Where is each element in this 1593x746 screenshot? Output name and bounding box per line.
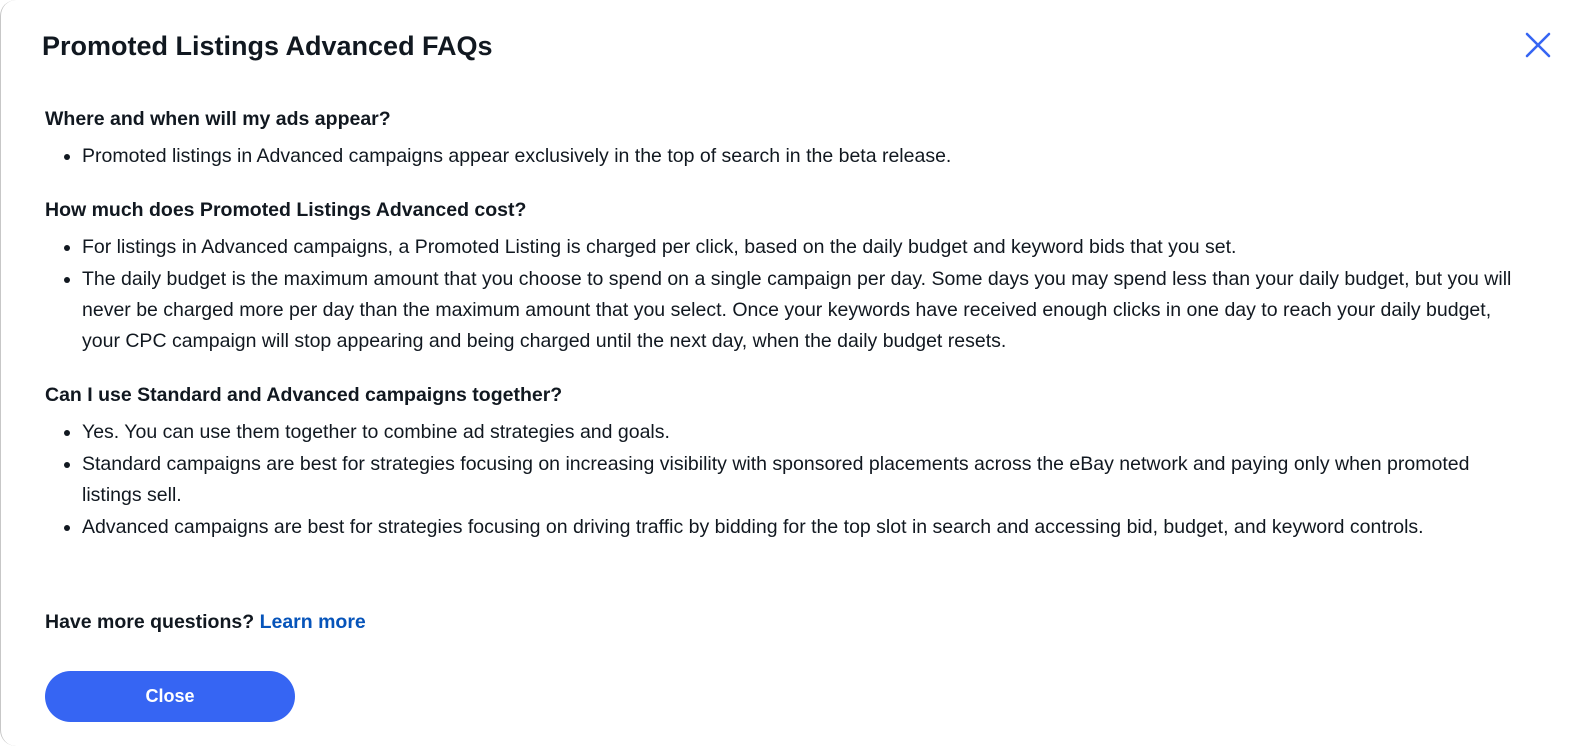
more-questions-label: Have more questions? [45, 611, 255, 633]
faq-answer-list [45, 417, 1525, 543]
close-button[interactable]: Close [45, 671, 295, 722]
faq-section [45, 380, 1525, 543]
faq-answer-list [45, 232, 1525, 357]
close-icon [1523, 30, 1553, 60]
faq-answer: The daily budget is the maximum amount that you choose to spend on a single campaign per day. Some days you may spend less than your daily budget, but you will never be charged more per day than the maximum amount that you select. Once your keywords have received enough clicks in one day to reach your daily budget, your CPC campaign will stop appearing and being charged until the next day, when the daily budget resets. [82, 264, 1525, 357]
faq-answer: For listings in Advanced campaigns, a Promoted Listing is charged per click, based on the daily budget and keyword bids that you set. [82, 232, 1525, 263]
faq-answer-list [45, 141, 1525, 172]
faq-question: Can I use Standard and Advanced campaigns together? [45, 384, 563, 406]
faq-answer: Yes. You can use them together to combine ad strategies and goals. [82, 417, 1525, 448]
close-icon-button[interactable] [1523, 30, 1553, 60]
dialog-title: Promoted Listings Advanced FAQs [42, 31, 493, 61]
faq-answer: Standard campaigns are best for strategies focusing on increasing visibility with sponsored placements across the eBay network and paying only when promoted listings sell. [82, 449, 1525, 511]
faq-answer: Promoted listings in Advanced campaigns appear exclusively in the top of search in the beta release. [82, 141, 1525, 172]
faq-answer: Advanced campaigns are best for strategies focusing on driving traffic by bidding for the top slot in search and accessing bid, budget, and keyword controls. [82, 512, 1525, 543]
more-questions [45, 607, 366, 637]
faq-content [45, 104, 1525, 566]
faq-question: How much does Promoted Listings Advanced cost? [45, 199, 527, 221]
learn-more-link[interactable]: Learn more [259, 611, 366, 633]
faq-question: Where and when will my ads appear? [45, 108, 391, 130]
faq-section [45, 195, 1525, 357]
faq-section [45, 104, 1525, 172]
